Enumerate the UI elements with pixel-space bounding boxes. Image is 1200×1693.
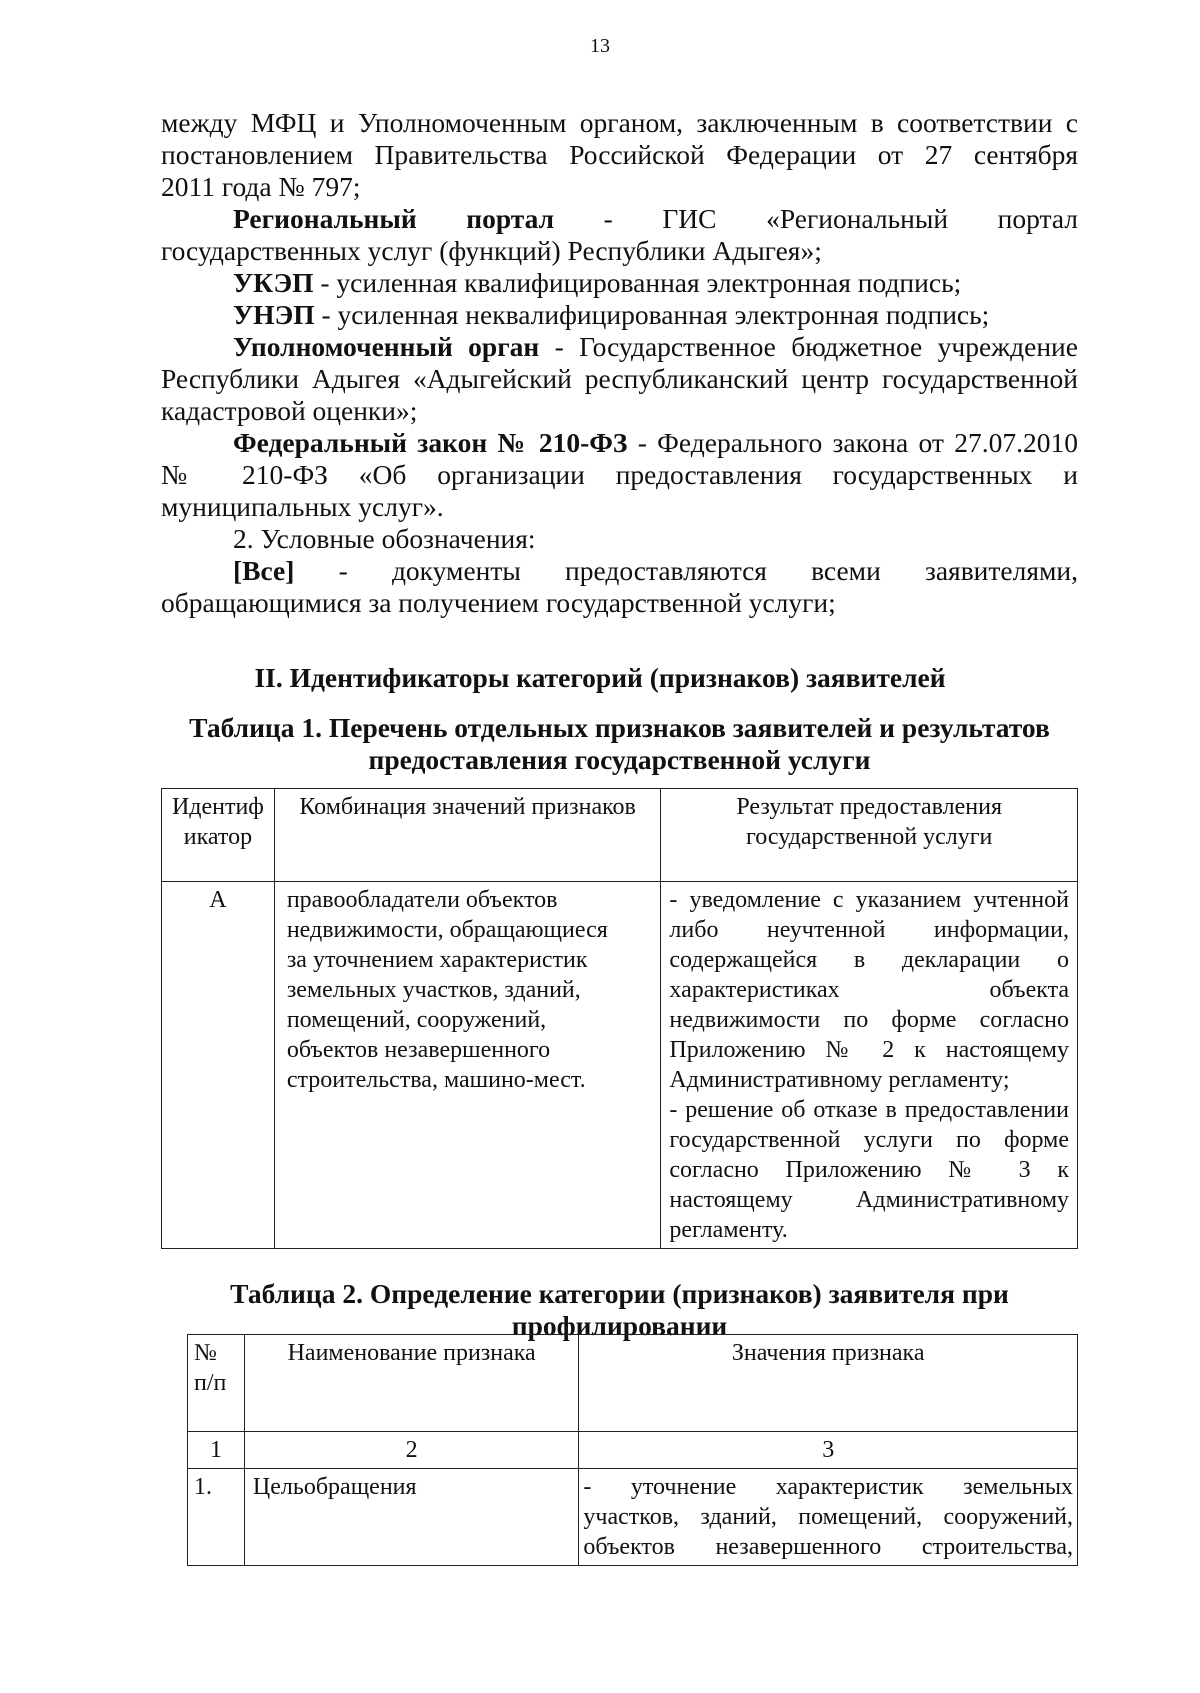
table-row: [162, 882, 1078, 1249]
definition-text: ГИС «Региональный портал: [662, 203, 1078, 234]
row-combination: правообладатели объектов недвижимости, обращающиеся за уточнением характеристик земельных участков, зданий, помещений, сооружений, объектов незавершенного строительства, машино-мест.: [274, 882, 661, 1249]
table2: [187, 1334, 1078, 1566]
definition-text: Республики Адыгея «Адыгейский республиканский центр государственной кадастровой оценки»;: [161, 363, 1078, 426]
table2-title-line: Таблица 2. Определение категории (признаков) заявителя при: [230, 1278, 1009, 1309]
table1-title: [161, 712, 1078, 776]
definition-term: Федеральный закон № 210-ФЗ: [233, 427, 628, 458]
table2-title: [161, 1278, 1078, 1342]
definition-text: Федерального закона от 27.07.2010: [657, 427, 1078, 458]
column-number: 3: [579, 1432, 1078, 1469]
header-name: Наименование признака: [244, 1335, 578, 1432]
table-row: [188, 1469, 1078, 1566]
header-number: № п/п: [188, 1335, 245, 1432]
definition-federal-law: Федеральный закон № 210-ФЗ - Федерального закона от 27.07.2010: [233, 427, 1078, 458]
row-name: Цельобращения: [244, 1469, 578, 1566]
table1: [161, 788, 1078, 1249]
definition-unep: УНЭП - усиленная неквалифицированная электронная подпись;: [233, 299, 990, 330]
definition-regional-portal: Региональный портал - ГИС «Региональный портал: [233, 203, 1078, 234]
table-header-row: [188, 1335, 1078, 1432]
definition-text: усиленная квалифицированная электронная подпись;: [336, 267, 962, 298]
table2-title-line: профилировании: [511, 1310, 728, 1341]
definition-ukep: УКЭП - усиленная квалифицированная электронная подпись;: [233, 267, 962, 298]
row-number: 1.: [188, 1469, 245, 1566]
header-combination: Комбинация значений признаков: [274, 789, 661, 882]
intro-line: 2011 года № 797;: [161, 171, 361, 202]
definition-term: Уполномоченный орган: [233, 331, 540, 362]
table1-title-line: предоставления государственной услуги: [368, 744, 871, 775]
definition-text: Государственное бюджетное учреждение: [579, 331, 1078, 362]
definition-term: УНЭП: [233, 299, 315, 330]
convention-text: документы предоставляются всеми заявителями,: [391, 555, 1078, 586]
conventions-heading: 2. Условные обозначения:: [233, 523, 536, 554]
convention-term: [Все]: [233, 555, 295, 586]
definition-authorized-body: Уполномоченный орган - Государственное бюджетное учреждение: [233, 331, 1078, 362]
definition-term: УКЭП: [233, 267, 314, 298]
definition-text: № 210-ФЗ «Об организации предоставления государственных и муниципальных услуг».: [161, 459, 1078, 522]
definition-text: усиленная неквалифицированная электронная подпись;: [337, 299, 990, 330]
header-identifier: Идентификатор: [162, 789, 275, 882]
intro-line: постановлением Правительства Российской Федерации от 27 сентября: [161, 139, 1078, 170]
row-identifier: А: [162, 882, 275, 1249]
convention-all: [Все] - документы предоставляются всеми заявителями,: [233, 555, 1078, 586]
page-number: 13: [590, 35, 610, 57]
column-number: 2: [244, 1432, 578, 1469]
document-body: [161, 107, 1078, 619]
definition-text: государственных услуг (функций) Республики Адыгея»;: [161, 235, 822, 266]
row-result: [661, 882, 1078, 1249]
result-item: - решение об отказе в предоставлении государственной услуги по форме согласно Приложению № 3 к настоящему Административному регламенту.: [669, 1097, 1069, 1243]
section-title: II. Идентификаторы категорий (признаков) заявителей: [254, 662, 946, 693]
table1-title-line: Таблица 1. Перечень отдельных признаков заявителей и результатов: [189, 712, 1050, 743]
column-number: 1: [188, 1432, 245, 1469]
table-header-row: [162, 789, 1078, 882]
table-number-row: [188, 1432, 1078, 1469]
header-result: Результат предоставления государственной услуги: [661, 789, 1078, 882]
convention-text: обращающимися за получением государственной услуги;: [161, 587, 836, 618]
definition-term: Региональный портал: [233, 203, 555, 234]
intro-line: между МФЦ и Уполномоченным органом, заключенным в соответствии с: [161, 107, 1078, 138]
row-value: - уточнение характеристик земельных участков, зданий, помещений, сооружений, объектов незавершенного строительства,: [579, 1469, 1078, 1566]
result-item: - уведомление с указанием учтенной либо неучтенной информации, содержащейся в декларации о характеристиках объекта недвижимости по форме согласно Приложению № 2 к настоящему Административному регламенту;: [669, 887, 1069, 1093]
header-values: Значения признака: [579, 1335, 1078, 1432]
